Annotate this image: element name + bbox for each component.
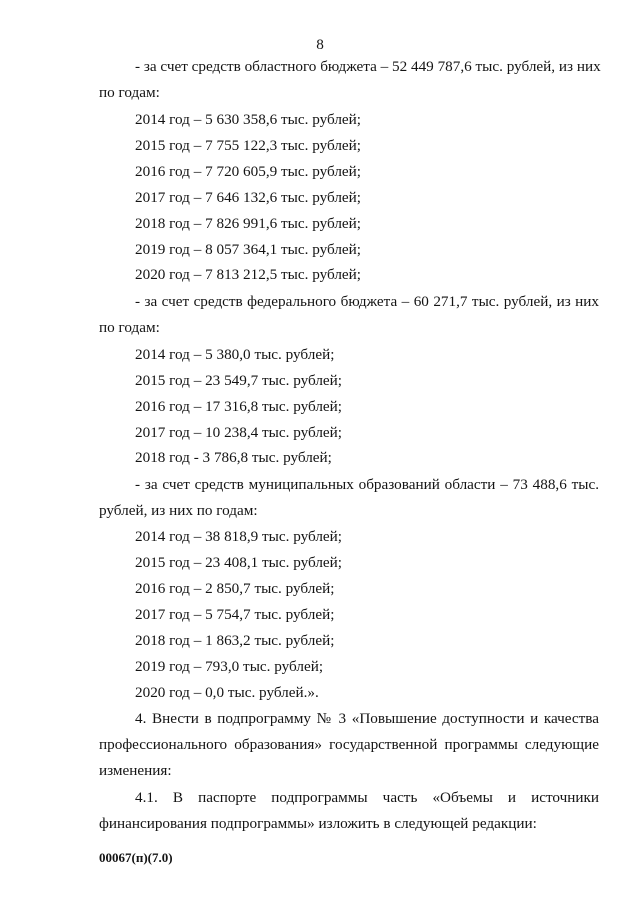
item41-paragraph-line: финансирования подпрограммы» изложить в следующей редакции: [99, 815, 537, 832]
municipal-year-line: 2019 год – 793,0 тыс. рублей; [135, 658, 324, 675]
federal-budget-intro-cont: по годам: [99, 319, 160, 336]
municipal-year-line: 2020 год – 0,0 тыс. рублей.». [135, 684, 319, 701]
federal-budget-intro: - за счет средств федерального бюджета – 60 271,7 тыс. рублей, из них [135, 293, 599, 310]
regional-year-line: 2014 год – 5 630 358,6 тыс. рублей; [135, 111, 362, 128]
federal-year-line: 2014 год – 5 380,0 тыс. рублей; [135, 346, 335, 363]
municipal-year-line: 2017 год – 5 754,7 тыс. рублей; [135, 606, 335, 623]
regional-budget-intro-cont: по годам: [99, 84, 160, 101]
municipal-year-line: 2014 год – 38 818,9 тыс. рублей; [135, 528, 343, 545]
document-code: 00067(п)(7.0) [99, 850, 173, 865]
regional-year-line: 2015 год – 7 755 122,3 тыс. рублей; [135, 137, 362, 154]
item4-paragraph-line: 4. Внести в подпрограмму № 3 «Повышение доступности и качества [135, 710, 599, 727]
municipal-budget-intro: - за счет средств муниципальных образований области – 73 488,6 тыс. [135, 476, 599, 493]
municipal-year-line: 2015 год – 23 408,1 тыс. рублей; [135, 554, 343, 571]
federal-year-line: 2016 год – 17 316,8 тыс. рублей; [135, 398, 343, 415]
regional-year-line: 2020 год – 7 813 212,5 тыс. рублей; [135, 266, 362, 283]
item4-paragraph-line: изменения: [99, 762, 172, 779]
regional-year-line: 2016 год – 7 720 605,9 тыс. рублей; [135, 163, 362, 180]
federal-year-line: 2015 год – 23 549,7 тыс. рублей; [135, 372, 343, 389]
item41-paragraph-line: 4.1. В паспорте подпрограммы часть «Объемы и источники [135, 789, 599, 806]
page-number: 8 [316, 36, 324, 53]
regional-year-line: 2018 год – 7 826 991,6 тыс. рублей; [135, 215, 362, 232]
regional-year-line: 2017 год – 7 646 132,6 тыс. рублей; [135, 189, 362, 206]
municipal-year-line: 2016 год – 2 850,7 тыс. рублей; [135, 580, 335, 597]
federal-year-line: 2017 год – 10 238,4 тыс. рублей; [135, 424, 343, 441]
regional-budget-intro: - за счет средств областного бюджета – 52 449 787,6 тыс. рублей, из них [135, 58, 601, 75]
municipal-budget-intro-cont: рублей, из них по годам: [99, 502, 258, 519]
municipal-year-line: 2018 год – 1 863,2 тыс. рублей; [135, 632, 335, 649]
regional-year-line: 2019 год – 8 057 364,1 тыс. рублей; [135, 241, 362, 258]
federal-year-line: 2018 год - 3 786,8 тыс. рублей; [135, 449, 332, 466]
item4-paragraph-line: профессионального образования» государственной программы следующие [99, 736, 599, 753]
